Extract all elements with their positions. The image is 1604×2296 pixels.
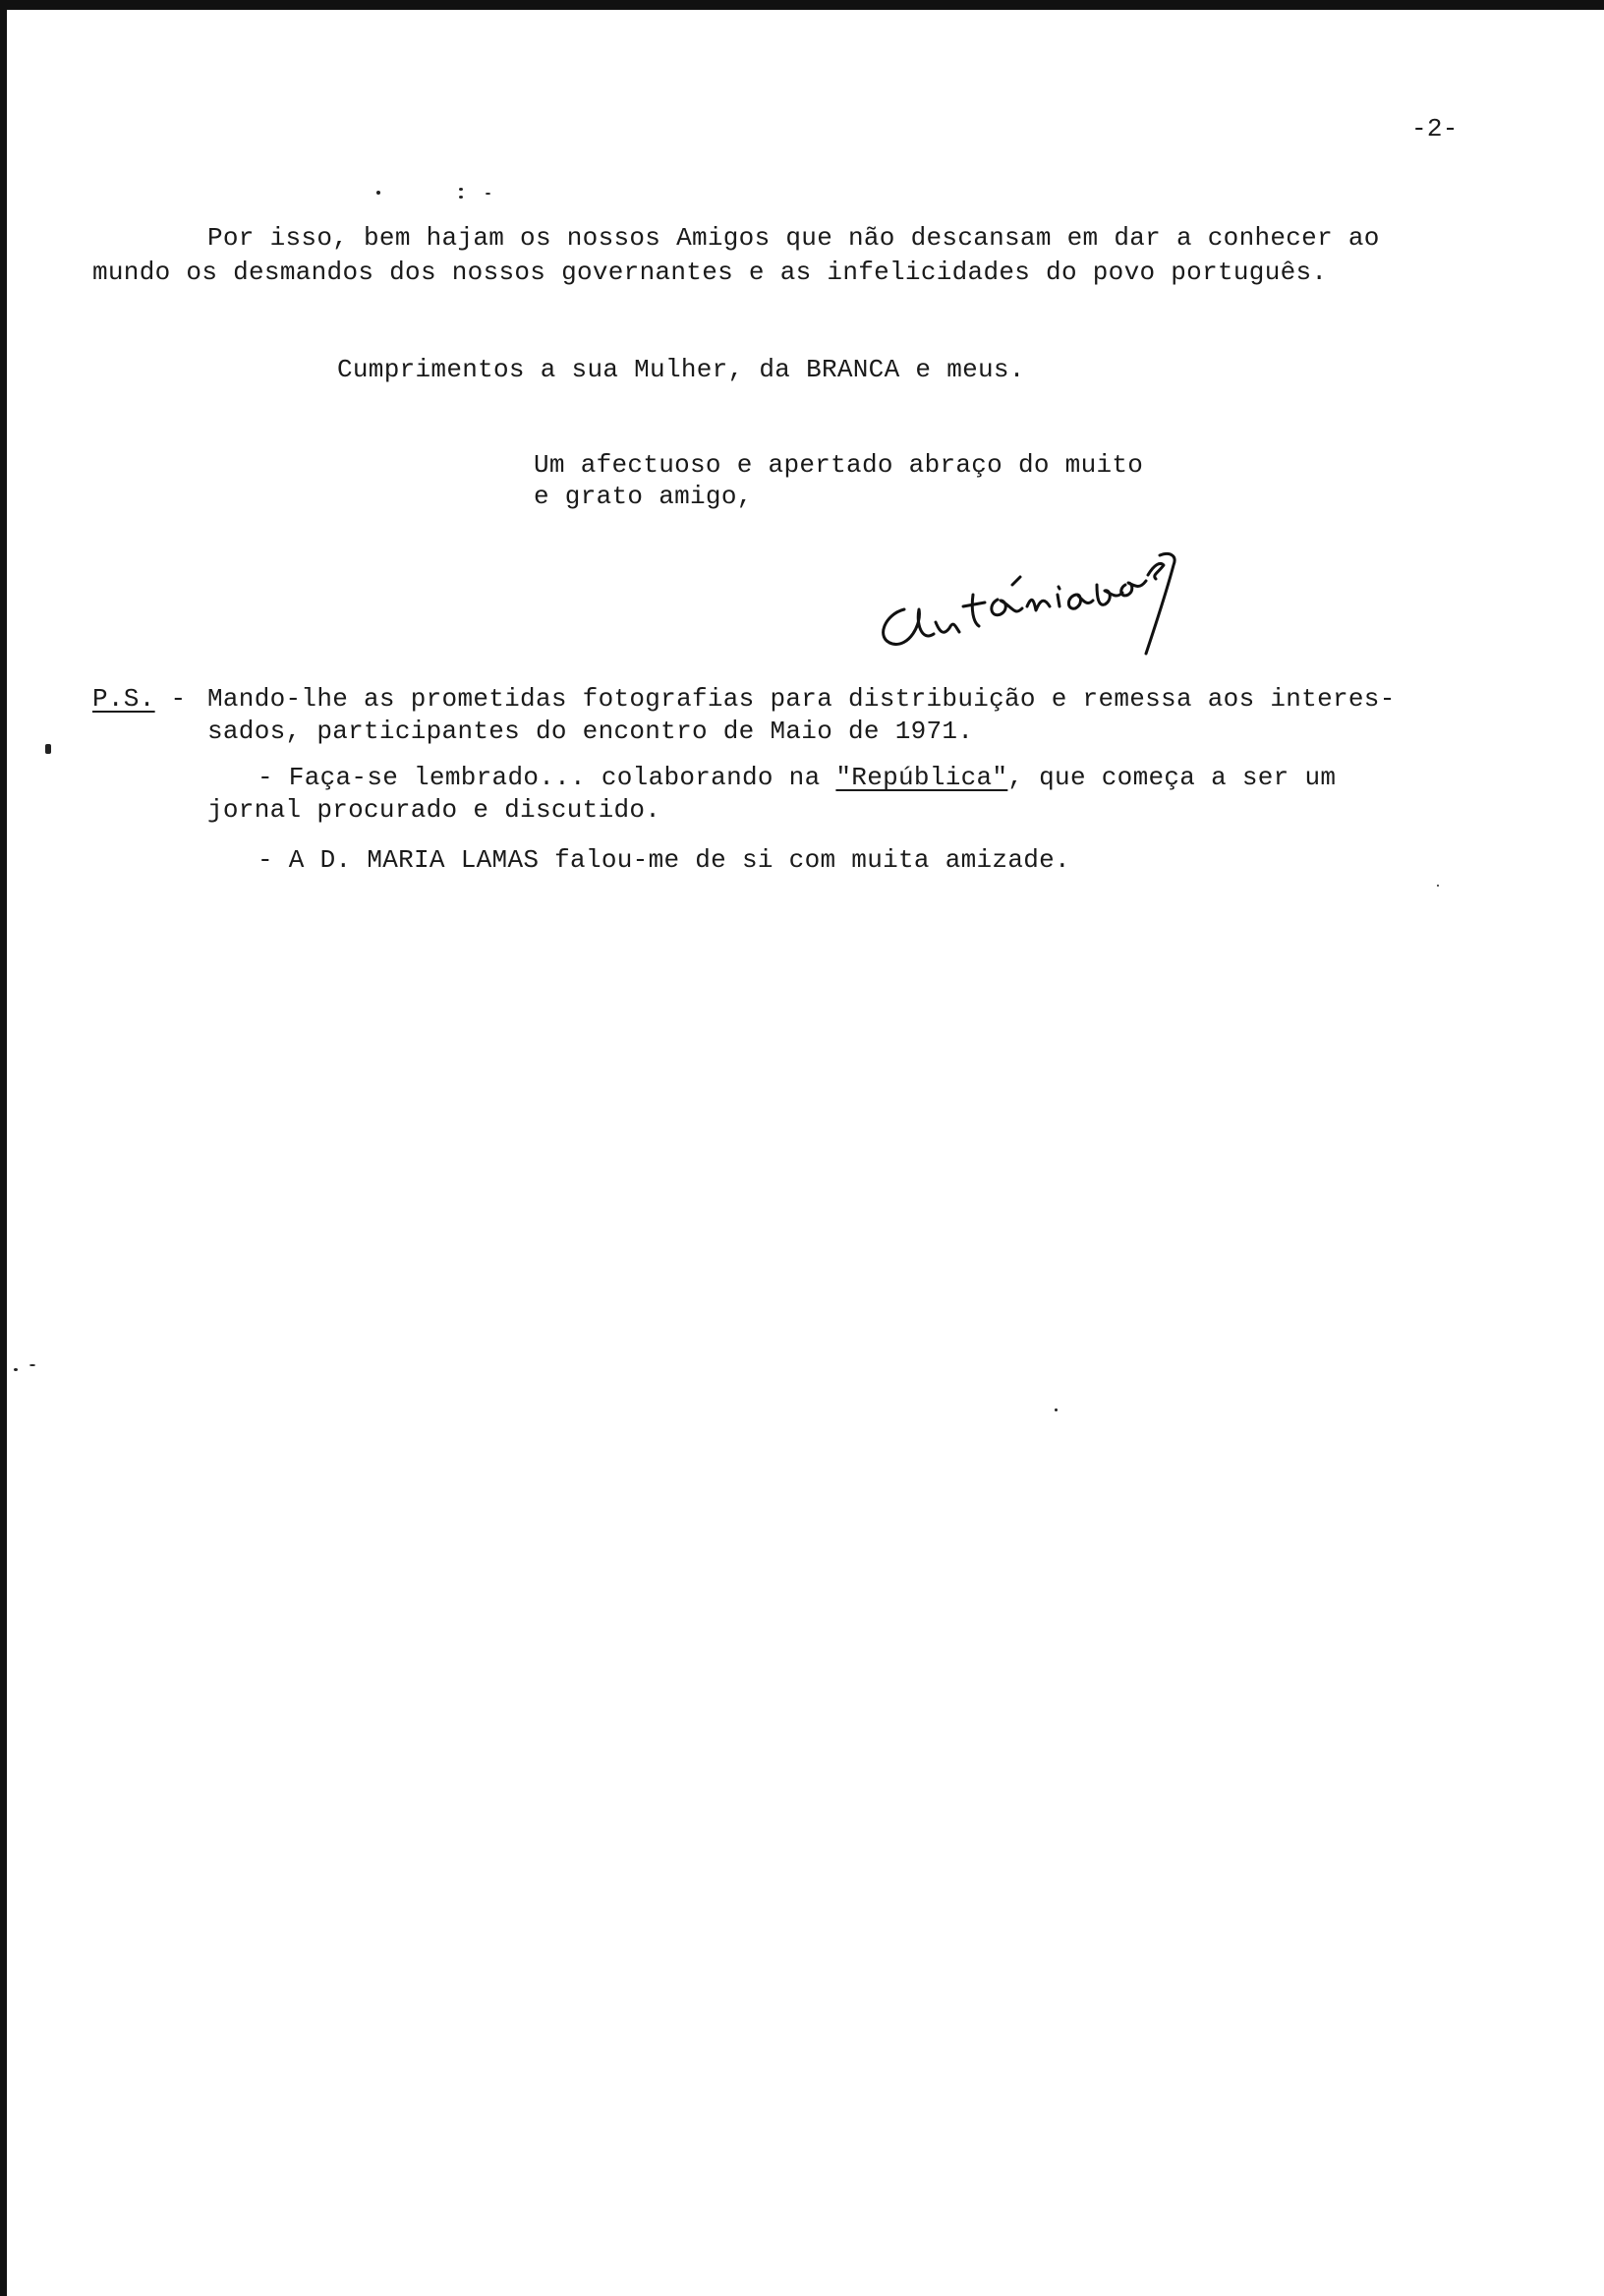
closing-line-2: e grato amigo, — [534, 482, 753, 511]
postscript-item-2-post: , que começa a ser um — [1007, 763, 1337, 792]
postscript-label-text: P.S. — [92, 684, 155, 714]
postscript-item-2 — [258, 763, 1336, 792]
handwritten-signature — [865, 516, 1189, 659]
closing-line-1: Um afectuoso e apertado abraço do muito — [534, 450, 1144, 480]
postscript-line-1: Mando-lhe as prometidas fotografias para distribuição e remessa aos interes- — [207, 684, 1396, 714]
scan-border-top — [0, 0, 1604, 10]
republica-title: "República" — [835, 763, 1008, 792]
postscript-line-2: sados, participantes do encontro de Maio de 1971. — [207, 717, 974, 746]
postscript-item-2-line-2: jornal procurado e discutido. — [207, 795, 661, 825]
postscript-item-2-pre: - Faça-se lembrado... colaborando na — [258, 763, 836, 792]
scan-border-left — [0, 0, 7, 2296]
greeting-line: Cumprimentos a sua Mulher, da BRANCA e meus. — [337, 355, 1025, 384]
postscript-label — [92, 684, 201, 714]
postscript-item-3: - A D. MARIA LAMAS falou-me de si com muita amizade. — [258, 845, 1070, 875]
page-number: -2- — [1411, 114, 1459, 144]
paragraph-line-1: Por isso, bem hajam os nossos Amigos que não descansam em dar a conhecer ao — [207, 223, 1380, 253]
paragraph-line-2: mundo os desmandos dos nossos governantes e as infelicidades do povo português. — [92, 258, 1328, 287]
postscript-dash: - — [154, 684, 202, 714]
